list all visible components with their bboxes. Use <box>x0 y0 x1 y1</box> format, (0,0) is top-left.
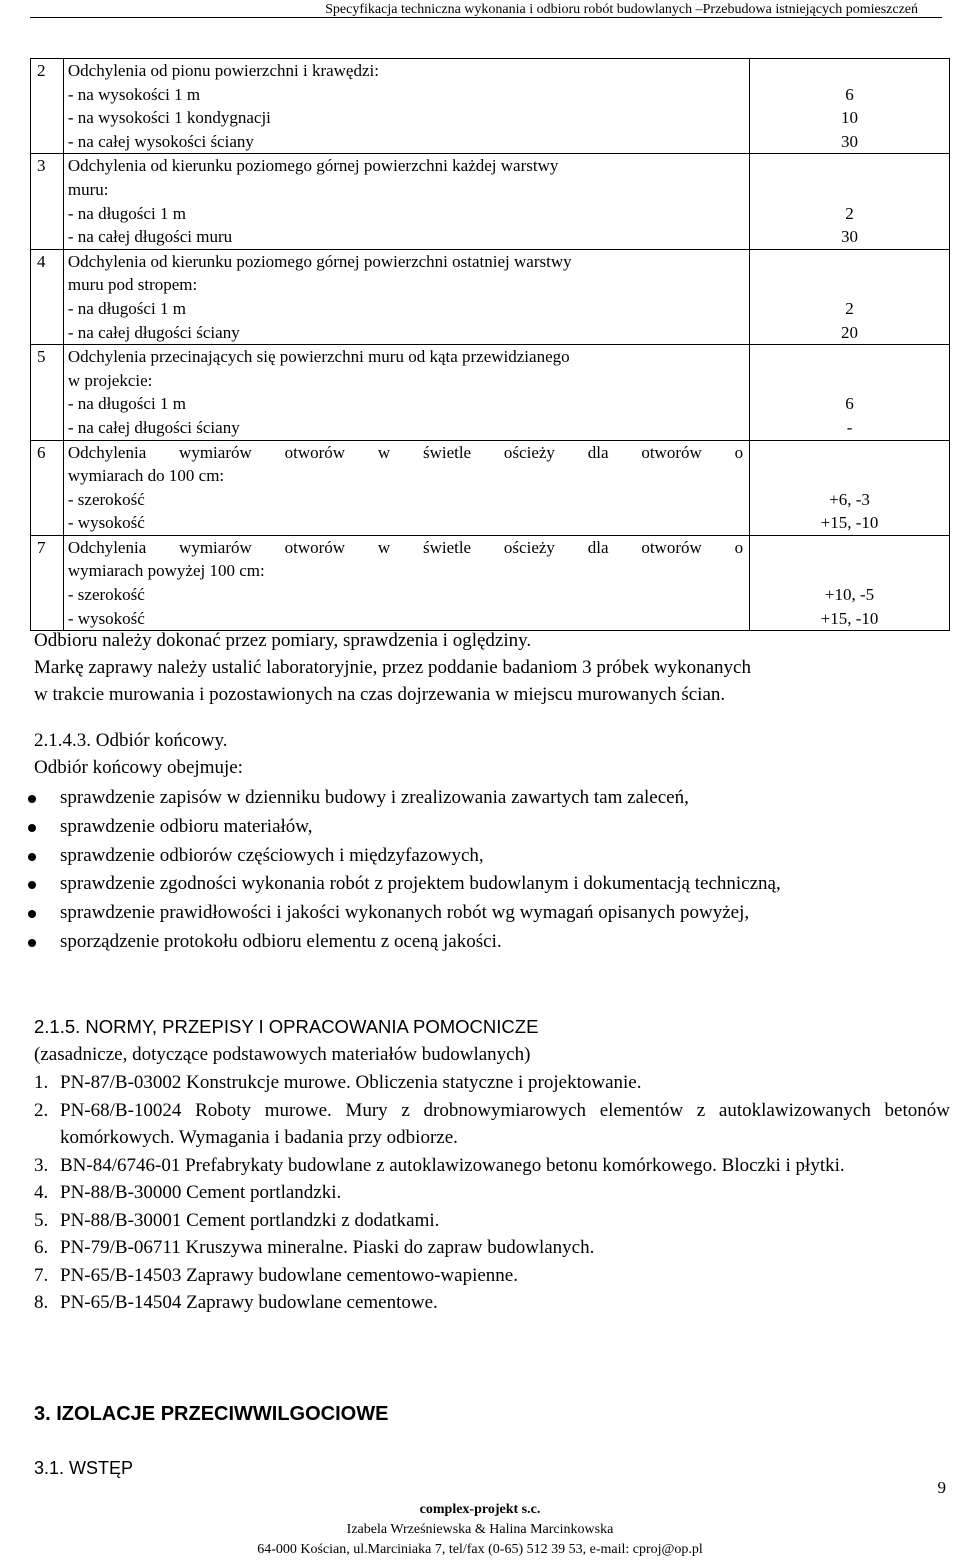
description-line: wymiarach powyżej 100 cm: <box>67 561 265 581</box>
list-item: 3. BN-84/6746-01 Prefabrykaty budowlane z autoklawizowanego betonu komórkowego. Bloczki i płytki. <box>34 1154 845 1176</box>
tolerance-value <box>750 345 949 369</box>
description-line: - na długości 1 m <box>67 394 186 414</box>
bullet-icon <box>28 824 36 832</box>
tolerance-value: 20 <box>841 322 859 342</box>
row-tolerance <box>750 249 950 344</box>
inspection-note: Odbioru należy dokonać przez pomiary, sprawdzenia i oględziny. <box>34 630 532 651</box>
section-heading-31: 3.1. WSTĘP <box>34 1458 134 1478</box>
tolerance-value: +10, -5 <box>824 585 875 605</box>
tolerance-value <box>750 464 949 488</box>
row-tolerance <box>750 440 950 535</box>
list-item: 4. PN-88/B-30000 Cement portlandzki. <box>34 1182 342 1203</box>
description-line: - szerokość <box>67 585 145 605</box>
description-line: - na wysokości 1 kondygnacji <box>67 108 271 128</box>
tolerance-value <box>750 536 949 560</box>
tolerance-value: 30 <box>841 131 859 151</box>
mortar-note-line2: w trakcie murowania i pozostawionych na czas dojrzewania w miejscu murowanych ścian. <box>34 684 726 705</box>
description-line: muru pod stropem: <box>67 275 198 295</box>
table-row <box>31 440 950 535</box>
description-line: - na całej długości muru <box>67 227 233 247</box>
tolerance-value <box>750 369 949 393</box>
page-number: 9 <box>937 1478 946 1497</box>
final-inspection-list <box>28 784 952 957</box>
description-line: muru: <box>67 179 109 199</box>
tolerance-value: 6 <box>845 84 854 104</box>
row-tolerance <box>750 154 950 249</box>
list-item: 5. PN-88/B-30001 Cement portlandzki z dodatkami. <box>34 1209 440 1231</box>
table-row <box>31 345 950 440</box>
table-row <box>31 59 950 154</box>
tolerance-value: - <box>846 417 853 437</box>
row-number: 4 <box>31 249 64 344</box>
description-line: Odchylenia wymiarów otworów w świetle ościeży dla otworów o <box>67 537 744 557</box>
section-215-subtitle: (zasadnicze, dotyczące podstawowych materiałów budowlanych) <box>34 1044 531 1065</box>
list-item: 6. PN-79/B-06711 Kruszywa mineralne. Piaski do zapraw budowlanych. <box>34 1237 595 1258</box>
description-line: - wysokość <box>67 513 145 533</box>
description-line: - na całej długości ściany <box>67 322 240 342</box>
row-tolerance <box>750 59 950 154</box>
bullet-icon <box>28 881 36 889</box>
description-line: Odchylenia przecinających się powierzchni muru od kąta przewidzianego <box>67 347 570 367</box>
row-description <box>63 440 749 535</box>
description-line: Odchylenia od pionu powierzchni i krawędzi: <box>67 61 379 80</box>
tolerance-value <box>750 250 949 274</box>
bullet-icon <box>28 853 36 861</box>
section-heading-2143: 2.1.4.3. Odbiór końcowy. <box>34 730 228 751</box>
list-item: sprawdzenie odbiorów częściowych i międzyfazowych, <box>28 842 952 871</box>
header-divider <box>30 17 942 18</box>
description-line: - szerokość <box>67 489 145 509</box>
description-line: - na wysokości 1 m <box>67 84 201 104</box>
row-description <box>63 59 749 154</box>
row-description <box>63 154 749 249</box>
row-number: 3 <box>31 154 64 249</box>
tolerance-value <box>750 154 949 178</box>
table-row <box>31 249 950 344</box>
row-description <box>63 345 749 440</box>
section-heading-215: 2.1.5. NORMY, PRZEPISY I OPRACOWANIA POMOCNICZE <box>34 1016 539 1037</box>
tolerance-value: +15, -10 <box>820 608 879 628</box>
list-item: 8. PN-65/B-14504 Zaprawy budowlane cementowe. <box>34 1292 438 1313</box>
tolerance-value <box>750 559 949 583</box>
description-line: Odchylenia wymiarów otworów w świetle ościeży dla otworów o <box>67 442 744 462</box>
list-item: 7. PN-65/B-14503 Zaprawy budowlane cementowo-wapienne. <box>34 1264 518 1286</box>
table-row <box>31 154 950 249</box>
tolerance-value: 2 <box>845 298 854 318</box>
row-number: 5 <box>31 345 64 440</box>
page-footer <box>0 1500 960 1560</box>
list-item: sprawdzenie prawidłowości i jakości wykonanych robót wg wymagań opisanych powyżej, <box>28 899 952 928</box>
mortar-note-line1: Markę zaprawy należy ustalić laboratoryjnie, przez poddanie badaniom 3 próbek wykonanych <box>34 657 751 678</box>
bullet-icon <box>28 939 36 947</box>
list-item: 1. PN-87/B-03002 Konstrukcje murowe. Obliczenia statyczne i projektowanie. <box>34 1072 642 1093</box>
header-title: Specyfikacja techniczna wykonania i odbioru robót budowlanych –Przebudowa istniejących pomieszczeń <box>325 2 918 17</box>
row-description <box>63 535 749 630</box>
row-tolerance <box>750 345 950 440</box>
row-number: 6 <box>31 440 64 535</box>
final-inspection-intro: Odbiór końcowy obejmuje: <box>34 757 243 778</box>
tolerance-value: +15, -10 <box>820 513 879 533</box>
row-description <box>63 249 749 344</box>
tolerance-table <box>30 58 950 631</box>
description-line: Odchylenia od kierunku poziomego górnej powierzchni każdej warstwy <box>67 156 559 176</box>
row-tolerance <box>750 535 950 630</box>
tolerance-value: 2 <box>845 203 854 223</box>
footer-names: Izabela Wrześniewska & Halina Marcinkowska <box>346 1522 614 1537</box>
tolerance-value <box>750 59 949 83</box>
description-line: w projekcie: <box>67 370 153 390</box>
description-line: Odchylenia od kierunku poziomego górnej powierzchni ostatniej warstwy <box>67 251 572 271</box>
description-line: - na długości 1 m <box>67 298 186 318</box>
description-line: wymiarach do 100 cm: <box>67 466 225 486</box>
page-header <box>0 0 960 20</box>
footer-address: 64-000 Kościan, ul.Marciniaka 7, tel/fax (0-65) 512 39 53, e-mail: cproj@op.pl <box>257 1542 703 1557</box>
bullet-icon <box>28 910 36 918</box>
list-item: sporządzenie protokołu odbioru elementu z oceną jakości. <box>28 928 952 957</box>
table-row <box>31 535 950 630</box>
tolerance-value <box>750 178 949 202</box>
norms-list <box>34 1069 950 1317</box>
bullet-icon <box>28 795 36 803</box>
footer-company: complex-projekt s.c. <box>419 1502 541 1517</box>
list-item: sprawdzenie odbioru materiałów, <box>28 813 952 842</box>
section-heading-3: 3. IZOLACJE PRZECIWWILGOCIOWE <box>34 1403 389 1425</box>
tolerance-value <box>750 273 949 297</box>
description-line: - na całej długości ściany <box>67 417 240 437</box>
tolerance-value: +6, -3 <box>829 489 870 509</box>
list-item: sprawdzenie zapisów w dzienniku budowy i zrealizowania zawartych tam zaleceń, <box>28 784 952 813</box>
description-line: - na długości 1 m <box>67 203 186 223</box>
row-number: 7 <box>31 535 64 630</box>
list-item: sprawdzenie zgodności wykonania robót z projektem budowlanym i dokumentacją techniczną, <box>28 870 952 899</box>
tolerance-value: 10 <box>841 108 859 128</box>
list-item: 2. PN-68/B-10024 Roboty murowe. Mury z drobnowymiarowych elementów z autoklawizowanych betonów komórkowych. Wymagania i badania przy odbiorze. <box>34 1099 950 1148</box>
tolerance-value: 6 <box>845 394 854 414</box>
description-line: - na całej wysokości ściany <box>67 131 254 151</box>
tolerance-value <box>750 441 949 465</box>
row-number: 2 <box>31 59 64 154</box>
tolerance-value: 30 <box>841 227 859 247</box>
description-line: - wysokość <box>67 608 145 628</box>
